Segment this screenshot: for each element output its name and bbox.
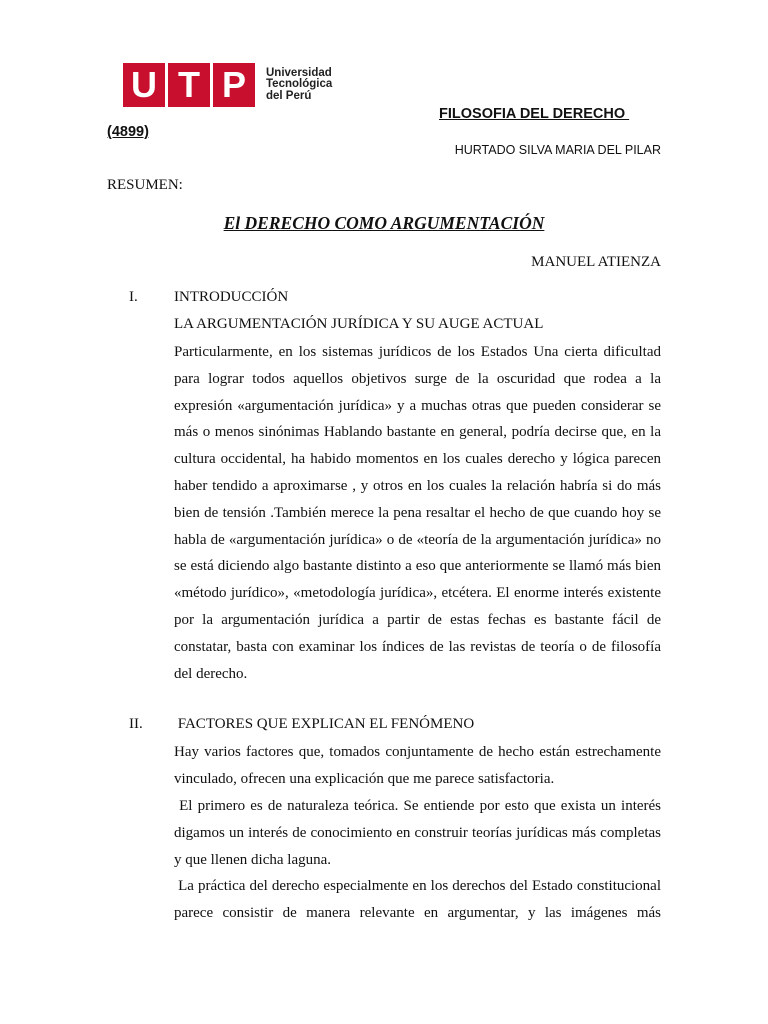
logo-letter-u: U [123,63,165,107]
section-2-number: II. [129,716,143,732]
course-title: FILOSOFIA DEL DERECHO [439,106,630,122]
logo-line-1: Universidad [266,66,332,79]
logo-letter-p: P [213,63,255,107]
utp-logo [123,63,332,107]
section-1-subheading: LA ARGUMENTACIÓN JURÍDICA Y SU AUGE ACTUAL [174,316,544,332]
section-2-paragraph-1: Hay varios factores que, tomados conjuntamente de hecho están estrechamente vinculado, ofrecen una explicación que me parece satisfactoria. [174,744,661,787]
logo-line-2: Tecnológica [266,78,333,91]
resumen-label: RESUMEN: [107,177,183,193]
student-name: HURTADO SILVA MARIA DEL PILAR [454,143,661,157]
section-2-paragraph-3: La práctica del derecho especialmente en los derechos del Estado constitucional parece consistir de manera relevante en argumentar, y las imágenes más [174,878,665,921]
section-1-number: I. [129,289,138,305]
section-2-paragraph-2: El primero es de naturaleza teórica. Se entiende por esto que exista un interés digamos un interés de conocimiento en construir teorías jurídicas más completas y que llenen dicha laguna. [174,798,665,868]
course-code: (4899) [107,124,149,140]
logo-letter-t: T [168,63,210,107]
section-1-heading: INTRODUCCIÓN [174,289,289,305]
logo-line-3: del Perú [266,89,312,102]
section-1-paragraph: Particularmente, en los sistemas jurídicos de los Estados Una cierta dificultad para lograr todos aquellos objetivos surge de la oscuridad que rodea a la expresión «argumentación jurídica» y a muchas otras que pueden considerar se más o menos sinónimas Hablando bastante en general, podría decirse que, en la cultura occidental, ha habido momentos en los cuales derecho y lógica parecen haber tendido a aproximarse , y otros en los cuales la relación habría si do más bien de tensión .También merece la pena resaltar el hecho de que cuando hoy se habla de «argumentación jurídica» o de «teoría de la argumentación jurídica» no se está diciendo algo bastante distinto a eso que anteriormente se llamó más bien «método jurídico», «metodología jurídica», etcétera. El enorme interés existente por la argumentación jurídica a partir de estas fechas es bastante fácil de constatar, basta con examinar los índices de las revistas de teoría o de filosofía del derecho. [174,344,661,682]
document-title: El DERECHO COMO ARGUMENTACIÓN [223,213,545,233]
logo-wordmark [266,68,332,103]
article-author: MANUEL ATIENZA [531,254,661,270]
logo-letters [123,63,258,107]
section-2-heading: FACTORES QUE EXPLICAN EL FENÓMENO [174,716,475,732]
